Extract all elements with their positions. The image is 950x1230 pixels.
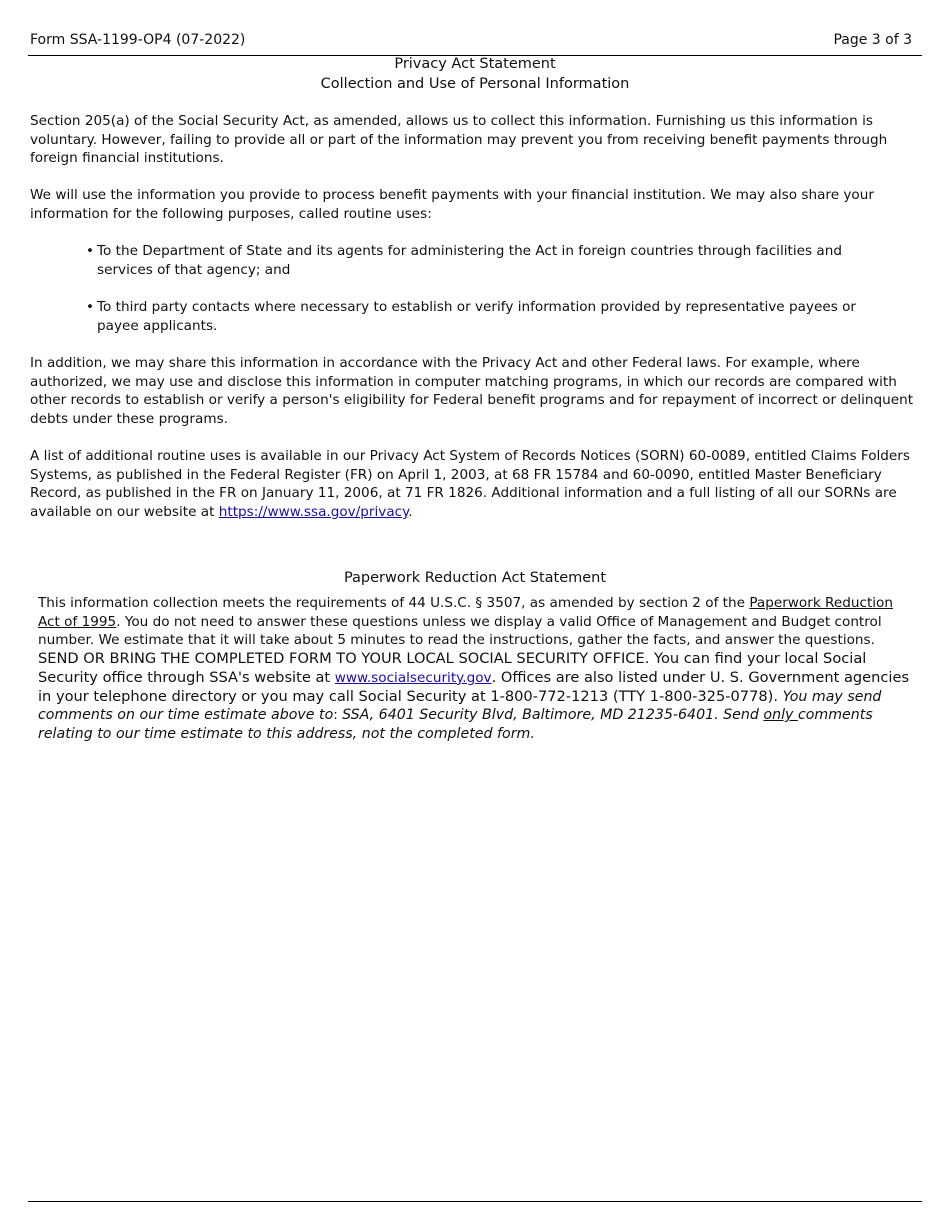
bullet-text: To the Department of State and its agents for administering the Act in foreign countries through facilities and services of that agency; and: [97, 243, 842, 278]
privacy-paragraph-2: We will use the information you provide to process benefit payments with your financial institution. We may also share your information for the following purposes, called routine uses:: [30, 187, 874, 222]
privacy-act-title: Privacy Act Statement: [394, 56, 556, 72]
sorn-text-end: .: [408, 504, 413, 521]
socialsecurity-link[interactable]: www.socialsecurity.gov: [334, 669, 492, 686]
pra-only: only: [763, 707, 798, 724]
privacy-link[interactable]: https://www.ssa.gov/privacy: [218, 504, 409, 521]
pra-closing: comments relating to our time estimate to this address, not the completed form.: [38, 707, 873, 742]
page-number: Page 3 of 3: [833, 32, 912, 48]
routine-use-bullet: [86, 298, 897, 335]
footer-divider: [28, 1201, 922, 1202]
form-header: [30, 32, 912, 50]
bullet-icon: •: [86, 243, 95, 259]
pra-colon: :: [333, 707, 343, 724]
privacy-paragraph-4: [30, 447, 920, 522]
routine-use-bullet: [86, 242, 897, 279]
privacy-act-subtitle: Collection and Use of Personal Information: [320, 76, 630, 92]
pra-text-1: This information collection meets the requirements of 44 U.S.C. § 3507, as amended by section 2 of the: [38, 595, 750, 611]
pra-act-name: Paperwork Reduction Act of 1995: [38, 595, 893, 630]
pra-offices-text: . Offices are also listed under U. S. Government agencies in your telephone directory or you may call Social Security at 1-800-772-1213 (TTY 1-800-325-0778).: [38, 668, 910, 705]
sorn-text: A list of additional routine uses is available in our Privacy Act System of Records Notices (SORN) 60-0089, entitled Claims Folders Systems, as published in the Federal Register (FR) on April 1, 2003, at 68 FR 15784 and 60-0090, entitled Master Beneficiary Record, as published in the FR on January 11, 2006, at 71 FR 1826. Additional information and a full listing of all our SORNs are available on our website at: [30, 448, 910, 521]
pra-text-2: . You do not need to answer these questions unless we display a valid Office of Management and Budget control number. We estimate that it will take about 5 minutes to read the instructions, gather the facts, and answer the questions.: [38, 613, 882, 649]
pra-send-instructions: SEND OR BRING THE COMPLETED FORM TO YOUR LOCAL SOCIAL SECURITY OFFICE. You can find your local Social Security office through SSA's website at: [38, 650, 867, 686]
privacy-paragraph-3: In addition, we may share this information in accordance with the Privacy Act and other Federal laws. For example, where authorized, we may use and disclose this information in computer matching programs, in which our records are compared with other records to establish or verify a person's eligibility for Federal benefit programs and for repayment of incorrect or delinquent debts under these programs.: [30, 355, 914, 428]
paperwork-act-title: Paperwork Reduction Act Statement: [343, 570, 607, 586]
bullet-icon: •: [86, 299, 95, 315]
pra-comments-text: You may send comments on our time estimate above to: [38, 688, 882, 724]
paperwork-statement: [38, 594, 913, 744]
bullet-text: To third party contacts where necessary to establish or verify information provided by representative payees or payee applicants.: [97, 299, 856, 334]
pra-address: SSA, 6401 Security Blvd, Baltimore, MD 21235-6401. Send: [342, 707, 764, 724]
form-id: Form SSA-1199-OP4 (07-2022): [30, 32, 246, 48]
privacy-paragraph-1: Section 205(a) of the Social Security Act, as amended, allows us to collect this information. Furnishing us this information is voluntary. However, failing to provide all or part of the information may prevent you from receiving benefit payments through foreign financial institutions.: [30, 113, 888, 167]
